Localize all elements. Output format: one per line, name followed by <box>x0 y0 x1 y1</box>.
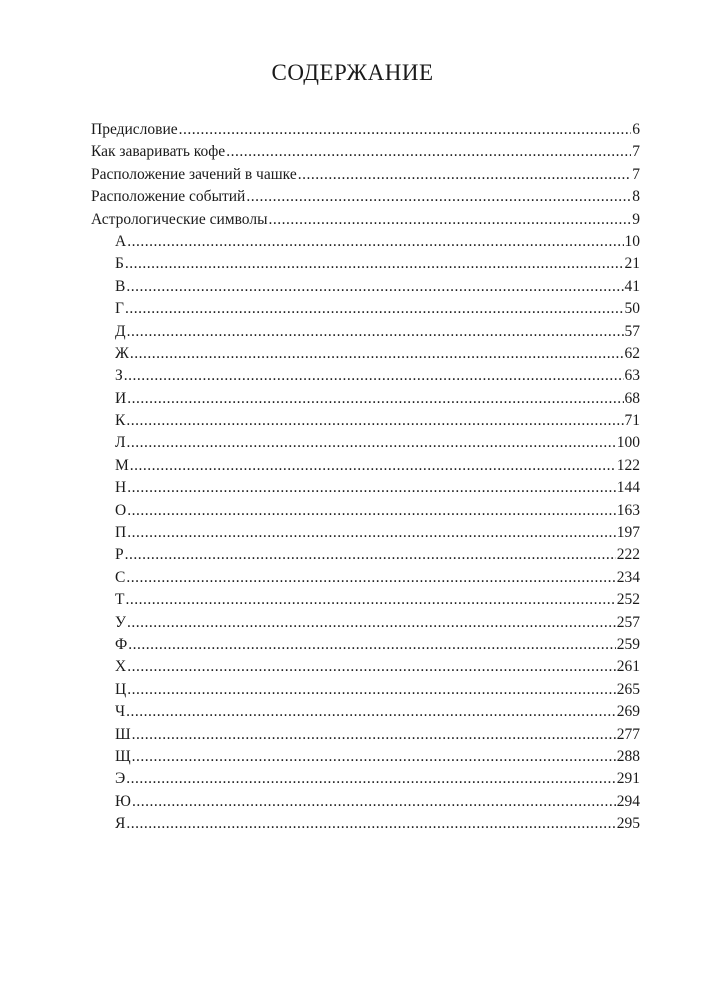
toc-entry-page-number: 294 <box>616 792 640 810</box>
toc-entry-page-number: 122 <box>616 456 640 474</box>
toc-entry-label: Астрологические символы <box>91 210 268 228</box>
toc-entry <box>91 612 640 634</box>
toc-entry-label: Как заваривать кофе <box>91 143 226 161</box>
toc-entry-page-number: 291 <box>616 770 640 788</box>
toc-entry-label: П <box>115 524 127 542</box>
toc-entry-label: С <box>115 568 126 586</box>
toc-entry <box>91 477 640 499</box>
toc-entry <box>91 768 640 790</box>
toc-entry-page-number: 100 <box>616 434 640 452</box>
toc-entry-label: Д <box>115 322 126 340</box>
toc-entry <box>91 253 640 275</box>
dot-leader <box>127 477 616 499</box>
toc-entry <box>91 813 640 835</box>
toc-entry-page-number: 21 <box>624 255 640 273</box>
toc-entry-page-number: 197 <box>616 524 640 542</box>
dot-leader <box>132 746 616 768</box>
toc-entry-label: Расположение событий <box>91 188 246 206</box>
toc-entry <box>91 791 640 813</box>
toc-entry-label: Т <box>115 591 125 609</box>
dot-leader <box>128 634 616 656</box>
toc-entry-label: О <box>115 501 127 519</box>
toc-entry <box>91 231 640 253</box>
toc-entry-label: И <box>115 389 127 407</box>
toc-entry-page-number: 71 <box>624 412 640 430</box>
toc-entry-label: Л <box>115 434 126 452</box>
dot-leader <box>130 343 624 365</box>
toc-entry-page-number: 50 <box>624 300 640 318</box>
dot-leader <box>179 119 632 141</box>
toc-entry-label: У <box>115 613 126 631</box>
dot-leader <box>127 231 623 253</box>
dot-leader <box>127 432 616 454</box>
toc-entry <box>91 343 640 365</box>
toc-entry-label: М <box>115 456 129 474</box>
toc-entry-label: Ю <box>115 792 131 810</box>
toc-entry-page-number: 8 <box>632 188 640 206</box>
toc-entry-page-number: 288 <box>616 747 640 765</box>
dot-leader <box>127 612 616 634</box>
dot-leader <box>132 791 616 813</box>
toc-entry-label: Предисловие <box>91 121 178 138</box>
toc-entry-label: З <box>115 367 123 385</box>
toc-entry-label: Б <box>115 255 124 273</box>
toc-entry <box>91 701 640 723</box>
dot-leader <box>125 253 624 275</box>
toc-entry-page-number: 144 <box>616 479 640 497</box>
toc-entry-label: А <box>115 232 127 250</box>
toc-entry-page-number: 57 <box>624 322 640 340</box>
toc-entry <box>91 186 640 208</box>
toc-entry-page-number: 9 <box>632 210 640 228</box>
dot-leader <box>124 365 624 387</box>
table-of-contents <box>91 119 640 836</box>
toc-entry <box>91 455 640 477</box>
dot-leader <box>126 813 615 835</box>
toc-entry-page-number: 295 <box>616 815 640 833</box>
toc-entry <box>91 276 640 298</box>
toc-entry-page-number: 68 <box>624 389 640 407</box>
dot-leader <box>130 455 616 477</box>
toc-entry <box>91 432 640 454</box>
toc-entry-label: Г <box>115 300 124 318</box>
dot-leader <box>125 298 624 320</box>
toc-entry <box>91 724 640 746</box>
toc-entry-page-number: 41 <box>624 277 640 295</box>
dot-leader <box>127 500 616 522</box>
toc-entry-page-number: 7 <box>632 143 640 161</box>
toc-entry-label: Р <box>115 546 124 564</box>
toc-entry <box>91 298 640 320</box>
dot-leader <box>127 679 616 701</box>
toc-entry-page-number: 63 <box>624 367 640 385</box>
page-title: СОДЕРЖАНИЕ <box>271 60 434 85</box>
dot-leader <box>127 656 616 678</box>
toc-entry <box>91 209 640 231</box>
toc-entry-page-number: 259 <box>616 635 640 653</box>
toc-entry-page-number: 10 <box>624 232 640 250</box>
toc-entry-page-number: 269 <box>616 703 640 721</box>
toc-entry-label: В <box>115 277 126 295</box>
toc-entry-label: Н <box>115 479 127 497</box>
toc-entry-label: Ч <box>115 703 126 721</box>
dot-leader <box>125 544 616 566</box>
toc-entry-label: Ш <box>115 725 131 743</box>
toc-entry-label: Э <box>115 770 126 788</box>
dot-leader <box>125 589 615 611</box>
toc-entry-page-number: 163 <box>616 501 640 519</box>
dot-leader <box>298 164 632 186</box>
toc-entry <box>91 746 640 768</box>
toc-entry-page-number: 277 <box>616 725 640 743</box>
dot-leader <box>126 276 623 298</box>
dot-leader <box>126 701 616 723</box>
toc-entry <box>91 634 640 656</box>
toc-entry <box>91 141 640 163</box>
dot-leader <box>126 768 616 790</box>
toc-entry <box>91 500 640 522</box>
dot-leader <box>226 141 631 163</box>
toc-entry <box>91 365 640 387</box>
toc-entry <box>91 119 640 141</box>
toc-entry-label: К <box>115 412 126 430</box>
toc-entry-label: Ц <box>115 680 127 698</box>
toc-entry-page-number: 234 <box>616 568 640 586</box>
toc-entry <box>91 589 640 611</box>
toc-entry-label: Ф <box>115 635 128 653</box>
toc-entry-page-number: 265 <box>616 680 640 698</box>
toc-entry-label: Х <box>115 658 127 676</box>
toc-entry <box>91 679 640 701</box>
dot-leader <box>127 388 623 410</box>
toc-entry-page-number: 252 <box>616 591 640 609</box>
toc-entry-page-number: 257 <box>616 613 640 631</box>
dot-leader <box>127 522 616 544</box>
toc-entry-label: Щ <box>115 747 131 765</box>
toc-entry <box>91 164 640 186</box>
toc-entry-page-number: 6 <box>632 121 640 138</box>
dot-leader <box>132 724 616 746</box>
toc-entry <box>91 567 640 589</box>
toc-entry <box>91 544 640 566</box>
toc-entry-label: Расположение зачений в чашке <box>91 165 297 183</box>
toc-entry <box>91 410 640 432</box>
toc-entry-page-number: 62 <box>624 344 640 362</box>
dot-leader <box>269 209 632 231</box>
toc-entry <box>91 522 640 544</box>
toc-entry-page-number: 222 <box>616 546 640 564</box>
toc-entry-page-number: 261 <box>616 658 640 676</box>
dot-leader <box>126 567 615 589</box>
toc-entry-label: Я <box>115 815 126 833</box>
toc-entry-label: Ж <box>115 344 129 362</box>
dot-leader <box>246 186 631 208</box>
toc-entry <box>91 388 640 410</box>
dot-leader <box>127 321 624 343</box>
toc-entry <box>91 656 640 678</box>
toc-entry <box>91 321 640 343</box>
toc-entry-page-number: 7 <box>632 165 640 183</box>
dot-leader <box>126 410 623 432</box>
